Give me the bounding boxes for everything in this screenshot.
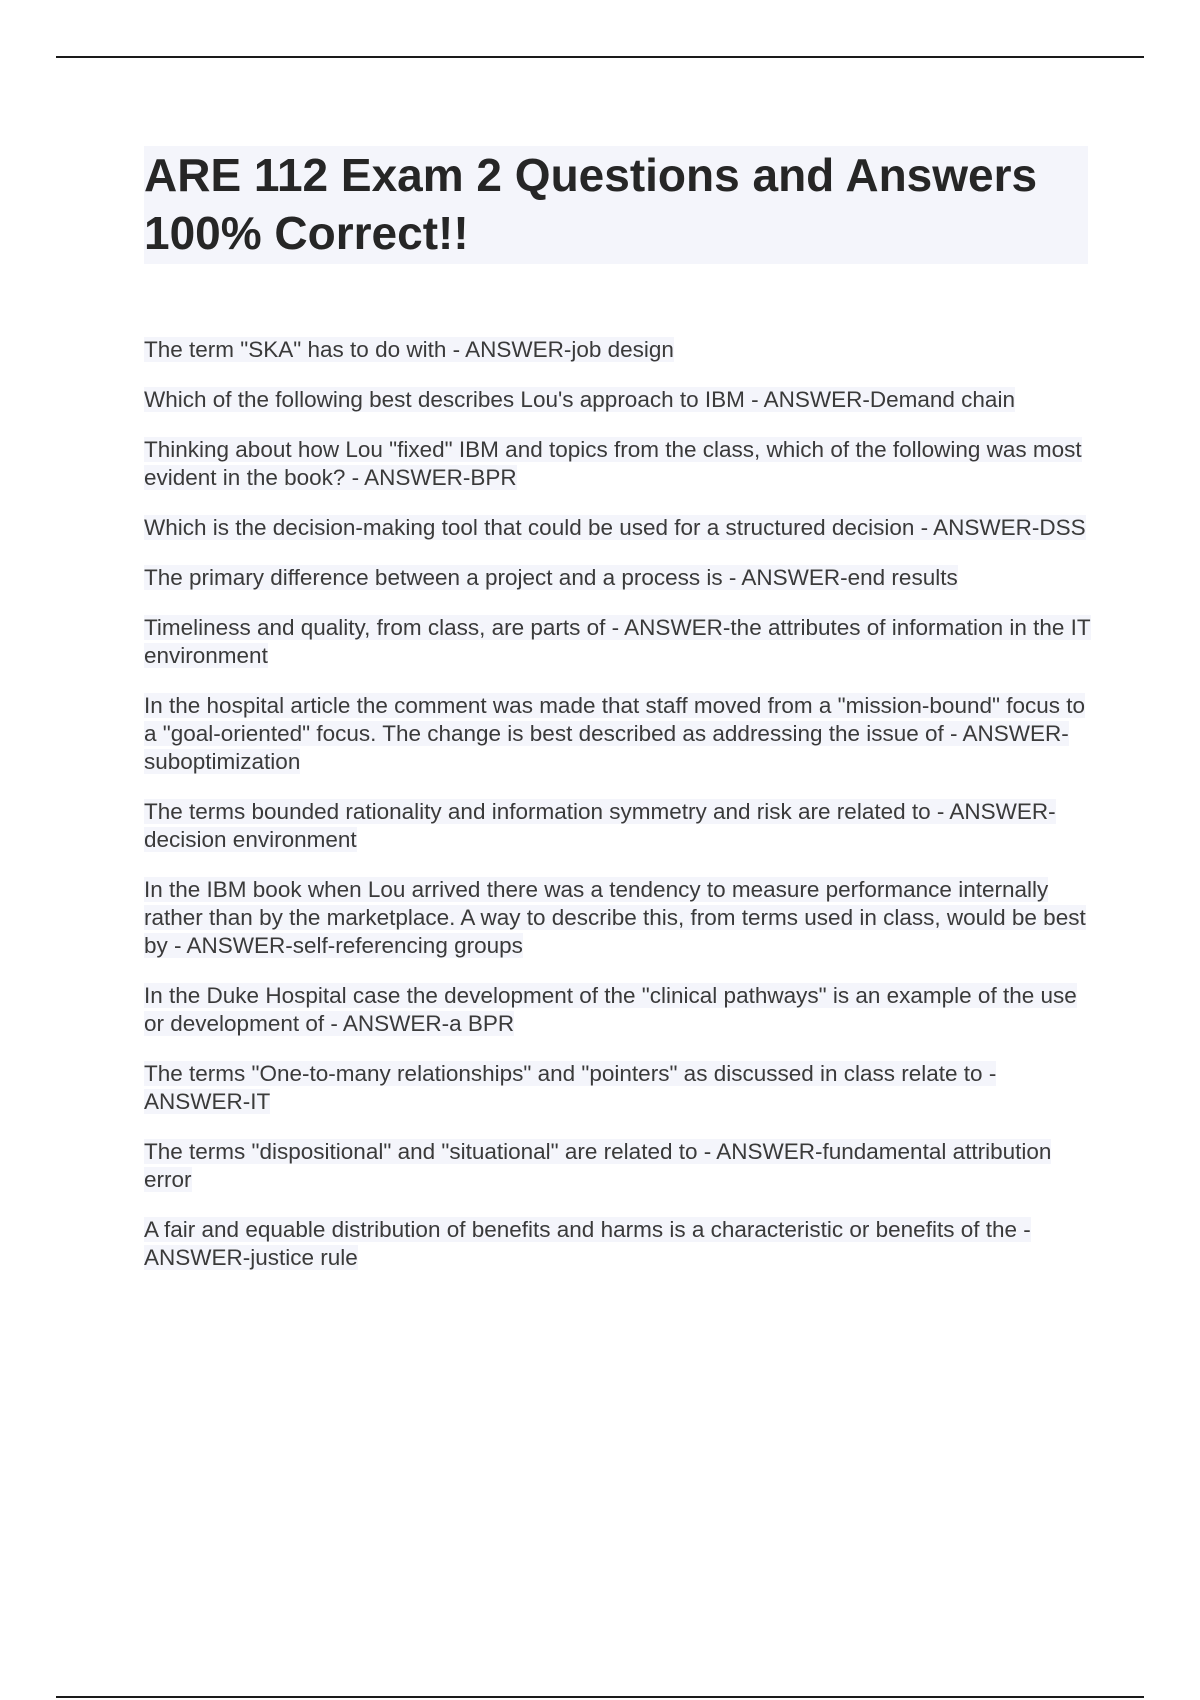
title-block bbox=[144, 146, 1088, 264]
qa-item bbox=[144, 798, 1094, 854]
qa-item bbox=[144, 336, 1094, 364]
qa-text: In the IBM book when Lou arrived there was a tendency to measure performance internally rather than by the marketplace. A way to describe this, from terms used in class, would be best by - ANSWER-self-referencing groups bbox=[144, 877, 1086, 958]
qa-text: The terms "dispositional" and "situational" are related to - ANSWER-fundamental attribution error bbox=[144, 1139, 1052, 1192]
qa-item bbox=[144, 614, 1094, 670]
qa-item bbox=[144, 386, 1094, 414]
qa-item bbox=[144, 514, 1094, 542]
bottom-rule bbox=[56, 1696, 1144, 1698]
qa-text: The primary difference between a project and a process is - ANSWER-end results bbox=[144, 565, 958, 590]
qa-text: Which of the following best describes Lou's approach to IBM - ANSWER-Demand chain bbox=[144, 387, 1015, 412]
qa-text: A fair and equable distribution of benefits and harms is a characteristic or benefits of the - ANSWER-justice rule bbox=[144, 1217, 1031, 1270]
qa-text: Which is the decision-making tool that could be used for a structured decision - ANSWER-DSS bbox=[144, 515, 1086, 540]
top-rule bbox=[56, 56, 1144, 58]
title-line-1: ARE 112 Exam 2 Questions and Answers bbox=[144, 149, 1038, 201]
qa-text: The terms bounded rationality and information symmetry and risk are related to - ANSWER-decision environment bbox=[144, 799, 1056, 852]
qa-list bbox=[144, 336, 1094, 1294]
qa-text: The terms "One-to-many relationships" and "pointers" as discussed in class relate to - ANSWER-IT bbox=[144, 1061, 997, 1114]
qa-item bbox=[144, 982, 1094, 1038]
qa-item bbox=[144, 876, 1094, 960]
qa-text: In the hospital article the comment was made that staff moved from a "mission-bound" focus to a "goal-oriented" focus. The change is best described as addressing the issue of - ANSWER-suboptimization bbox=[144, 693, 1086, 774]
title-line-2: 100% Correct!! bbox=[144, 207, 469, 259]
qa-item bbox=[144, 1060, 1094, 1116]
page-title bbox=[144, 146, 1088, 262]
qa-item bbox=[144, 1216, 1094, 1272]
qa-text: Timeliness and quality, from class, are parts of - ANSWER-the attributes of information in the IT environment bbox=[144, 615, 1091, 668]
qa-text: Thinking about how Lou "fixed" IBM and topics from the class, which of the following was most evident in the book? - ANSWER-BPR bbox=[144, 437, 1082, 490]
qa-item bbox=[144, 1138, 1094, 1194]
qa-item bbox=[144, 564, 1094, 592]
qa-text: In the Duke Hospital case the development of the "clinical pathways" is an example of the use or development of - ANSWER-a BPR bbox=[144, 983, 1077, 1036]
qa-item bbox=[144, 436, 1094, 492]
qa-text: The term "SKA" has to do with - ANSWER-job design bbox=[144, 337, 674, 362]
qa-item bbox=[144, 692, 1094, 776]
